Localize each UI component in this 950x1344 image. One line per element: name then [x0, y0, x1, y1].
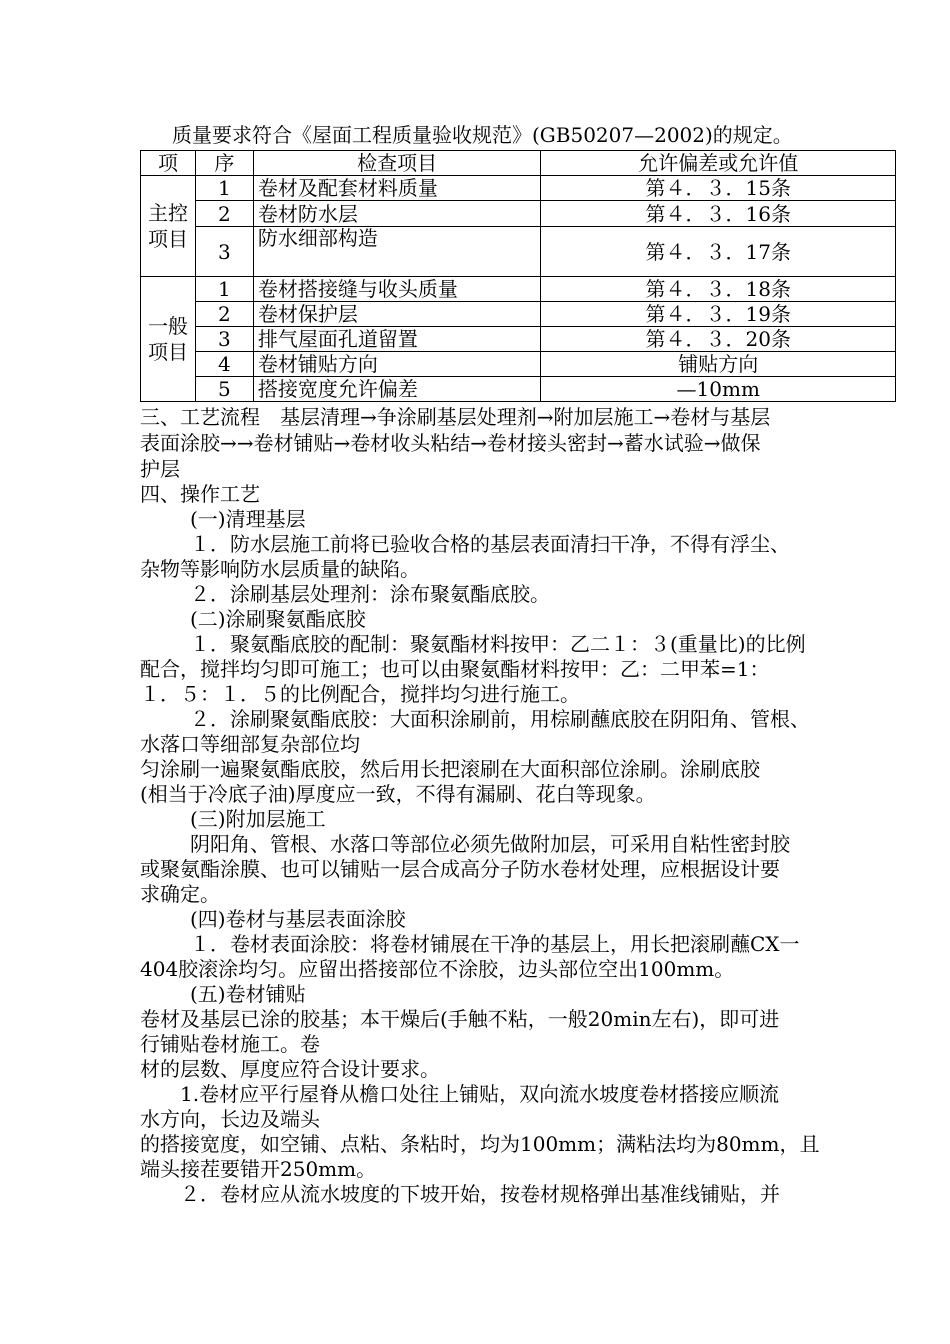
row-value: 第４．３．18条	[541, 277, 896, 302]
row-no: 5	[195, 377, 253, 402]
subsection-heading: (四)卷材与基层表面涂胶	[190, 907, 406, 931]
row-value: —10mm	[541, 377, 896, 402]
process-line: 护层	[140, 457, 180, 481]
body-line: ２．涂刷聚氨酯底胶：大面积涂刷前，用棕刷蘸底胶在阴阳角、管根、	[190, 707, 810, 731]
row-no: 3	[195, 327, 253, 352]
row-item: 卷材铺贴方向	[253, 352, 541, 377]
row-value: 第４．３．20条	[541, 327, 896, 352]
row-item: 防水细部构造	[253, 227, 541, 277]
subsection-heading: (五)卷材铺贴	[190, 982, 306, 1006]
row-no: 3	[195, 227, 253, 277]
body-line: 水方向，长边及端头	[140, 1107, 320, 1131]
body-line: 或聚氨酯涂膜、也可以铺贴一层合成高分子防水卷材处理，应根据设计要	[140, 857, 780, 881]
subsection-heading: (三)附加层施工	[190, 807, 326, 831]
row-item: 卷材搭接缝与收头质量	[253, 277, 541, 302]
body-line: 配合，搅拌均匀即可施工；也可以由聚氨酯材料按甲：乙：二甲苯=1：	[140, 657, 770, 681]
table-row	[141, 176, 896, 201]
table-row	[141, 277, 896, 302]
body-line: 的搭接宽度，如空铺、点粘、条粘时，均为100mm；满粘法均为80mm，且	[140, 1132, 820, 1156]
table-row	[141, 377, 896, 402]
header-seq: 序	[195, 151, 253, 176]
body-line: 阴阳角、管根、水落口等部位必须先做附加层，可采用自粘性密封胶	[190, 832, 790, 856]
category-general: 一般项目	[141, 277, 196, 402]
table-header-row	[141, 151, 896, 176]
process-line: 三、工艺流程 基层清理→争涂刷基层处理剂→附加层施工→卷材与基层	[140, 405, 771, 429]
row-no: 2	[195, 302, 253, 327]
table-row	[141, 302, 896, 327]
subsection-heading: (二)涂刷聚氨酯底胶	[190, 607, 366, 631]
body-line: (相当于冷底子油)厚度应一致，不得有漏刷、花白等现象。	[140, 782, 656, 806]
row-item: 卷材及配套材料质量	[253, 176, 541, 201]
table-row	[141, 327, 896, 352]
process-line: 表面涂胶→→卷材铺贴→卷材收头粘结→卷材接头密封→蓄水试验→做保	[140, 431, 761, 455]
row-no: 1	[195, 277, 253, 302]
body-line: 1.卷材应平行屋脊从檐口处往上铺贴，双向流水坡度卷材搭接应顺流	[180, 1082, 780, 1106]
row-value: 第４．３．17条	[541, 227, 896, 277]
header-category: 项	[141, 151, 196, 176]
row-value: 第４．３．15条	[541, 176, 896, 201]
inspection-table	[140, 150, 896, 402]
table-row	[141, 227, 896, 277]
row-value: 第４．３．16条	[541, 201, 896, 227]
body-line: 求确定。	[140, 882, 220, 906]
body-line: 水落口等细部复杂部位均	[140, 732, 360, 756]
body-line: 匀涂刷一遍聚氨酯底胶，然后用长把滚刷在大面积部位涂刷。涂刷底胶	[140, 757, 760, 781]
row-item: 卷材保护层	[253, 302, 541, 327]
body-line: 404胶滚涂均匀。应留出搭接部位不涂胶，边头部位空出100mm。	[140, 957, 735, 981]
section-heading: 四、操作工艺	[140, 482, 260, 506]
body-line: ２．涂刷基层处理剂：涂布聚氨酯底胶。	[190, 582, 550, 606]
row-item: 搭接宽度允许偏差	[253, 377, 541, 402]
row-value: 铺贴方向	[541, 352, 896, 377]
body-line: ２．卷材应从流水坡度的下坡开始，按卷材规格弹出基准线铺贴，并	[180, 1182, 780, 1206]
body-line: 材的层数、厚度应符合设计要求。	[140, 1057, 440, 1081]
row-item: 卷材防水层	[253, 201, 541, 227]
body-line: １．防水层施工前将已验收合格的基层表面清扫干净，不得有浮尘、	[190, 532, 790, 556]
body-line: １．５：１．５的比例配合，搅拌均匀进行施工。	[140, 682, 580, 706]
body-line: 杂物等影响防水层质量的缺陷。	[140, 557, 420, 581]
header-item: 检查项目	[253, 151, 541, 176]
subsection-heading: (一)清理基层	[190, 507, 306, 531]
body-line: 端头接茬要错开250mm。	[140, 1157, 377, 1181]
body-line: 行铺贴卷材施工。卷	[140, 1032, 320, 1056]
row-no: 4	[195, 352, 253, 377]
header-value: 允许偏差或允许值	[541, 151, 896, 176]
table-row	[141, 201, 896, 227]
category-main: 主控项目	[141, 176, 196, 277]
body-line: 卷材及基层已涂的胶基；本干燥后(手触不粘，一般20min左右)，即可进	[140, 1007, 780, 1031]
row-value: 第４．３．19条	[541, 302, 896, 327]
body-line: １．聚氨酯底胶的配制：聚氨酯材料按甲：乙二１：３(重量比)的比例	[190, 632, 806, 656]
row-no: 2	[195, 201, 253, 227]
body-line: １．卷材表面涂胶：将卷材铺展在干净的基层上，用长把滚刷蘸CX一	[190, 932, 800, 956]
row-item: 排气屋面孔道留置	[253, 327, 541, 352]
table-row	[141, 352, 896, 377]
intro-line: 质量要求符合《屋面工程质量验收规范》(GB50207—2002)的规定。	[172, 123, 793, 147]
row-no: 1	[195, 176, 253, 201]
